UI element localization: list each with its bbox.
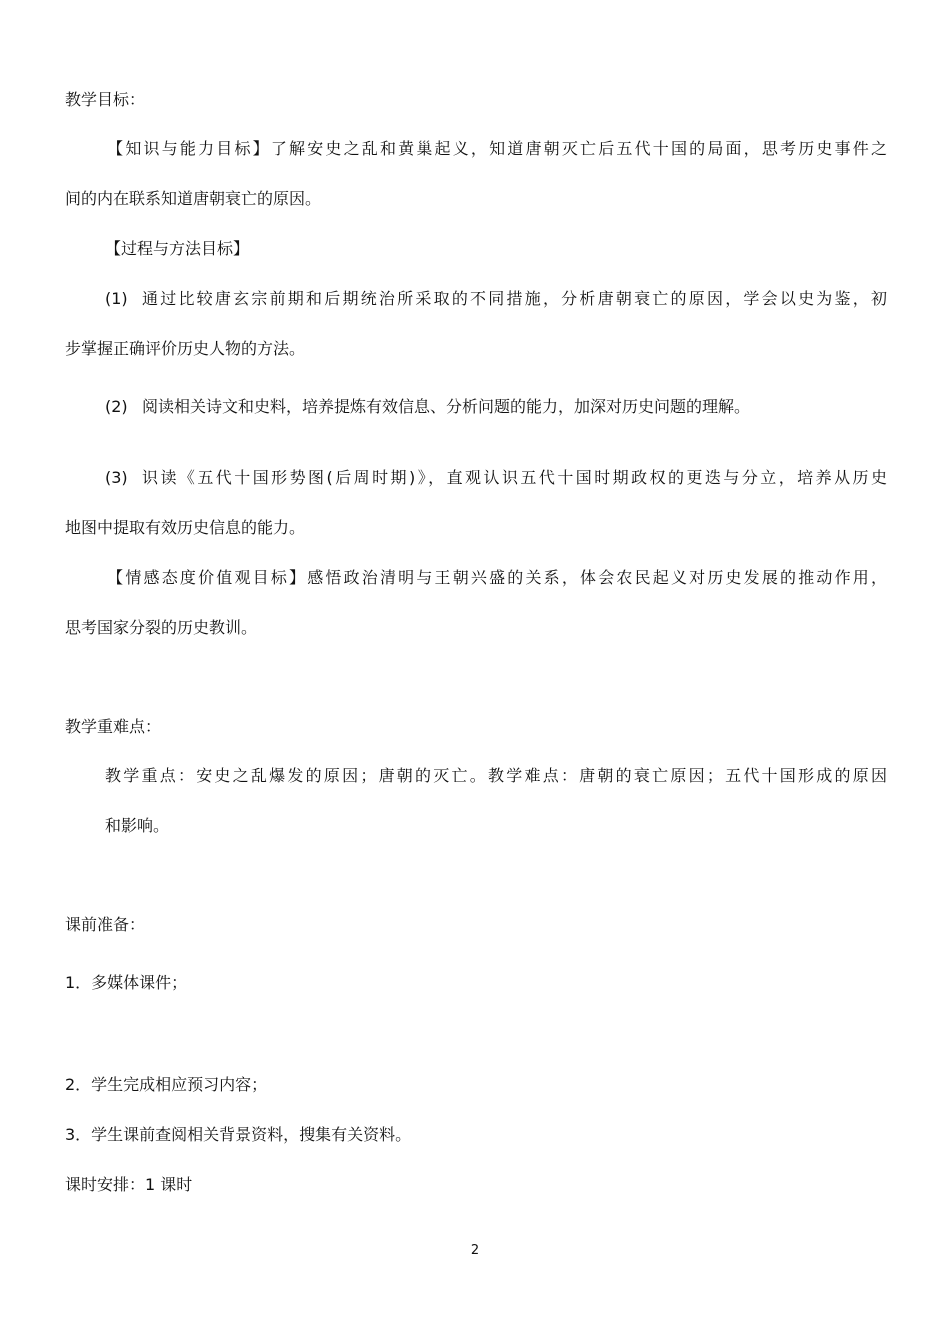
- emotion-goal-line-2: 思考国家分裂的历史教训。: [65, 618, 258, 637]
- knowledge-goal-text-1: 【知识与能力目标】了解安史之乱和黄巢起义，知道唐朝灭亡后五代十国的局面，思考历史事件之: [105, 139, 887, 158]
- process-item-3-line-1: 识读《五代十国形势图(后周时期)》，直观认识五代十国时期政权的更迭与分立，培养从历史: [142, 468, 887, 487]
- process-item-3-marker: (3): [105, 468, 128, 487]
- preparation-item-3: 3．学生课前查阅相关背景资料，搜集有关资料。: [65, 1125, 412, 1144]
- difficulties-line-2: 和影响。: [105, 816, 170, 835]
- preparation-item-2: 2．学生完成相应预习内容；: [65, 1075, 268, 1094]
- schedule-text: 课时安排：1 课时: [65, 1175, 193, 1194]
- process-goal-heading: 【过程与方法目标】: [105, 239, 250, 258]
- process-item-3-line-2: 地图中提取有效历史信息的能力。: [65, 518, 306, 537]
- difficulties-line-1: 教学重点：安史之乱爆发的原因；唐朝的灭亡。教学难点：唐朝的衰亡原因；五代十国形成的原因: [105, 766, 887, 785]
- process-item-1-line-1: 通过比较唐玄宗前期和后期统治所采取的不同措施，分析唐朝衰亡的原因，学会以史为鉴，初: [142, 289, 887, 308]
- page-number: 2: [470, 1243, 480, 1258]
- emotion-goal-text-1: 【情感态度价值观目标】感悟政治清明与王朝兴盛的关系，体会农民起义对历史发展的推动作用，: [105, 568, 887, 587]
- knowledge-goal-line-2: 间的内在联系知道唐朝衰亡的原因。: [65, 189, 322, 208]
- preparation-heading: 课前准备：: [65, 915, 146, 934]
- process-item-1-line-2: 步掌握正确评价历史人物的方法。: [65, 339, 306, 358]
- objectives-heading: 教学目标：: [65, 90, 146, 109]
- emotion-goal-line-1: [65, 568, 887, 588]
- process-item-2-marker: (2): [105, 397, 128, 416]
- knowledge-goal-line-1: [65, 139, 887, 159]
- process-item-1-marker: (1): [105, 289, 128, 308]
- process-item-2-line-1: 阅读相关诗文和史料，培养提炼有效信息、分析问题的能力，加深对历史问题的理解。: [142, 397, 751, 416]
- difficulties-heading: 教学重难点：: [65, 717, 162, 736]
- preparation-item-1: 1．多媒体课件；: [65, 973, 188, 992]
